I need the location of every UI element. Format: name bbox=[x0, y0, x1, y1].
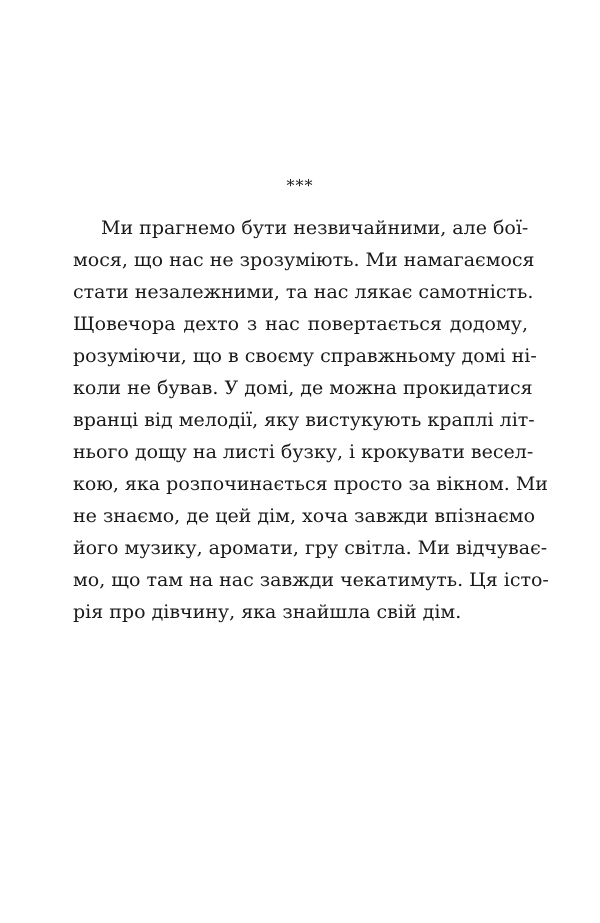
section-separator: *** bbox=[286, 176, 314, 195]
paragraph-line: кою, яка розпочинається просто за вікном. Ми bbox=[73, 473, 548, 495]
paragraph-line: стати незалежними, та нас лякає самотність. bbox=[73, 281, 534, 303]
paragraph-line: рія про дівчину, яка знайшла свій дім. bbox=[73, 601, 462, 623]
paragraph-line: вранці від мелодії, яку вистукують краплі літ- bbox=[73, 409, 535, 431]
paragraph-line: його музику, аромати, гру світла. Ми відчуває- bbox=[73, 537, 548, 559]
paragraph-line: Щовечора дехто з нас повертається додому, bbox=[73, 313, 528, 335]
paragraph-line: нього дощу на листі бузку, і крокувати весел- bbox=[73, 441, 534, 463]
paragraph bbox=[73, 212, 549, 628]
paragraph-line: Ми прагнемо бути незвичайними, але бої- bbox=[101, 217, 529, 239]
paragraph-line: розуміючи, що в своєму справжньому домі ні- bbox=[73, 345, 537, 367]
paragraph-line: коли не бував. У домі, де можна прокидатися bbox=[73, 377, 533, 399]
paragraph-line: мося, що нас не зрозуміють. Ми намагаємося bbox=[73, 249, 535, 271]
paragraph-line: мо, що там на нас завжди чекатимуть. Ця істо- bbox=[73, 569, 549, 591]
paragraph-line: не знаємо, де цей дім, хоча завжди впізнаємо bbox=[73, 505, 536, 527]
